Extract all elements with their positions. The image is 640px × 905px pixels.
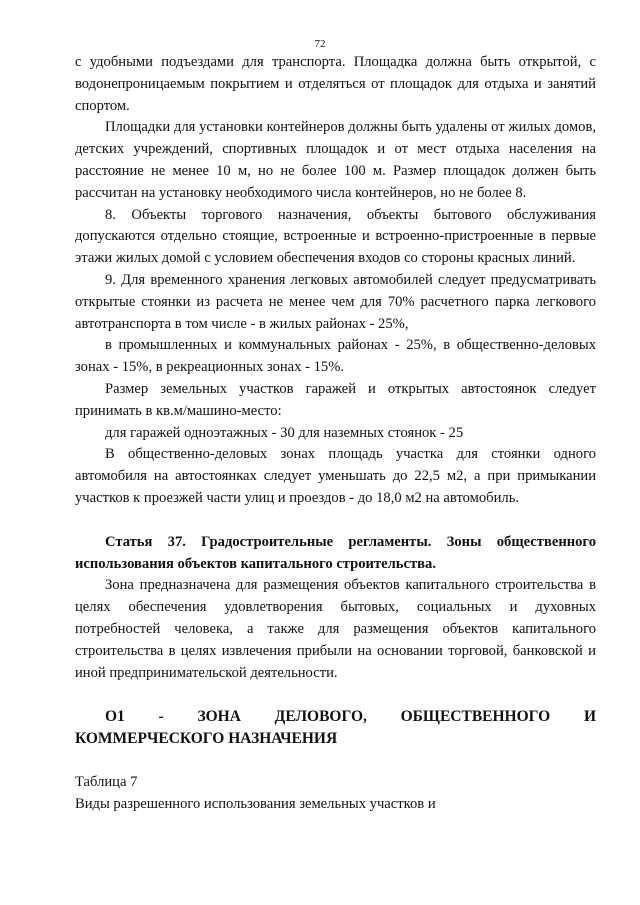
spacer — [75, 750, 596, 772]
paragraph: В общественно-деловых зонах площадь участка для стоянки одного автомобиля на автостоянках следует уменьшать до 22,5 м2, а при примыкании участков к проезжей части улиц и проездов - до 18,0 м2 на автомобиль. — [75, 446, 596, 506]
paragraph: Площадки для установки контейнеров должны быть удалены от жилых домов, детских учреждений, спортивных площадок и от мест отдыха населения на расстояние не менее 10 м, но не более 100 м. Размер площадок должен быть рассчитан на установку необходимого числа контейнеров, но не более 8. — [75, 119, 596, 201]
article-heading: Статья 37. Градостроительные регламенты. Зоны общественного использования объектов капитального строительства. — [75, 533, 596, 572]
paragraph: 8. Объекты торгового назначения, объекты бытового обслуживания допускаются отдельно стоящие, встроенные и встроенно-пристроенные в первые этажи жилых домой с условием обеспечения входов со стороны красных линий. — [75, 206, 596, 267]
table-caption: Виды разрешенного использования земельных участков и — [75, 796, 436, 813]
paragraph: для гаражей одноэтажных - 30 для наземных стоянок - 25 — [105, 424, 464, 441]
zone-heading: О1 - ЗОНА ДЕЛОВОГО, ОБЩЕСТВЕННОГО И КОММЕРЧЕСКОГО НАЗНАЧЕНИЯ — [75, 708, 596, 748]
paragraph: Размер земельных участков гаражей и открытых автостоянок следует принимать в кв.м/машино-место: — [75, 380, 596, 419]
article-body: Зона предназначена для размещения объектов капитального строительства в целях обеспечения удовлетворения бытовых, социальных и духовных потребностей человека, а также для размещения объектов капитального строительства в целях извлечения прибыли на основании торговой, банковской и иной предпринимательской деятельности. — [75, 577, 596, 681]
paragraph: в промышленных и коммунальных районах - 25%, в общественно-деловых зонах - 15%, в рекреационных зонах - 15%. — [75, 337, 596, 376]
spacer — [75, 684, 596, 706]
paragraph: с удобными подъездами для транспорта. Площадка должна быть открытой, с водонепроницаемым покрытием и отделяться от площадок для отдыха и занятий спортом. — [75, 54, 596, 114]
page-content — [75, 52, 596, 816]
page-number: 72 — [314, 38, 326, 50]
spacer — [75, 510, 596, 532]
table-number: Таблица 7 — [75, 774, 138, 791]
paragraph: 9. Для временного хранения легковых автомобилей следует предусматривать открытые стоянки из расчета не менее чем для 70% расчетного парка легкового автотранспорта в том числе - в жилых районах - 25%, — [75, 271, 596, 332]
